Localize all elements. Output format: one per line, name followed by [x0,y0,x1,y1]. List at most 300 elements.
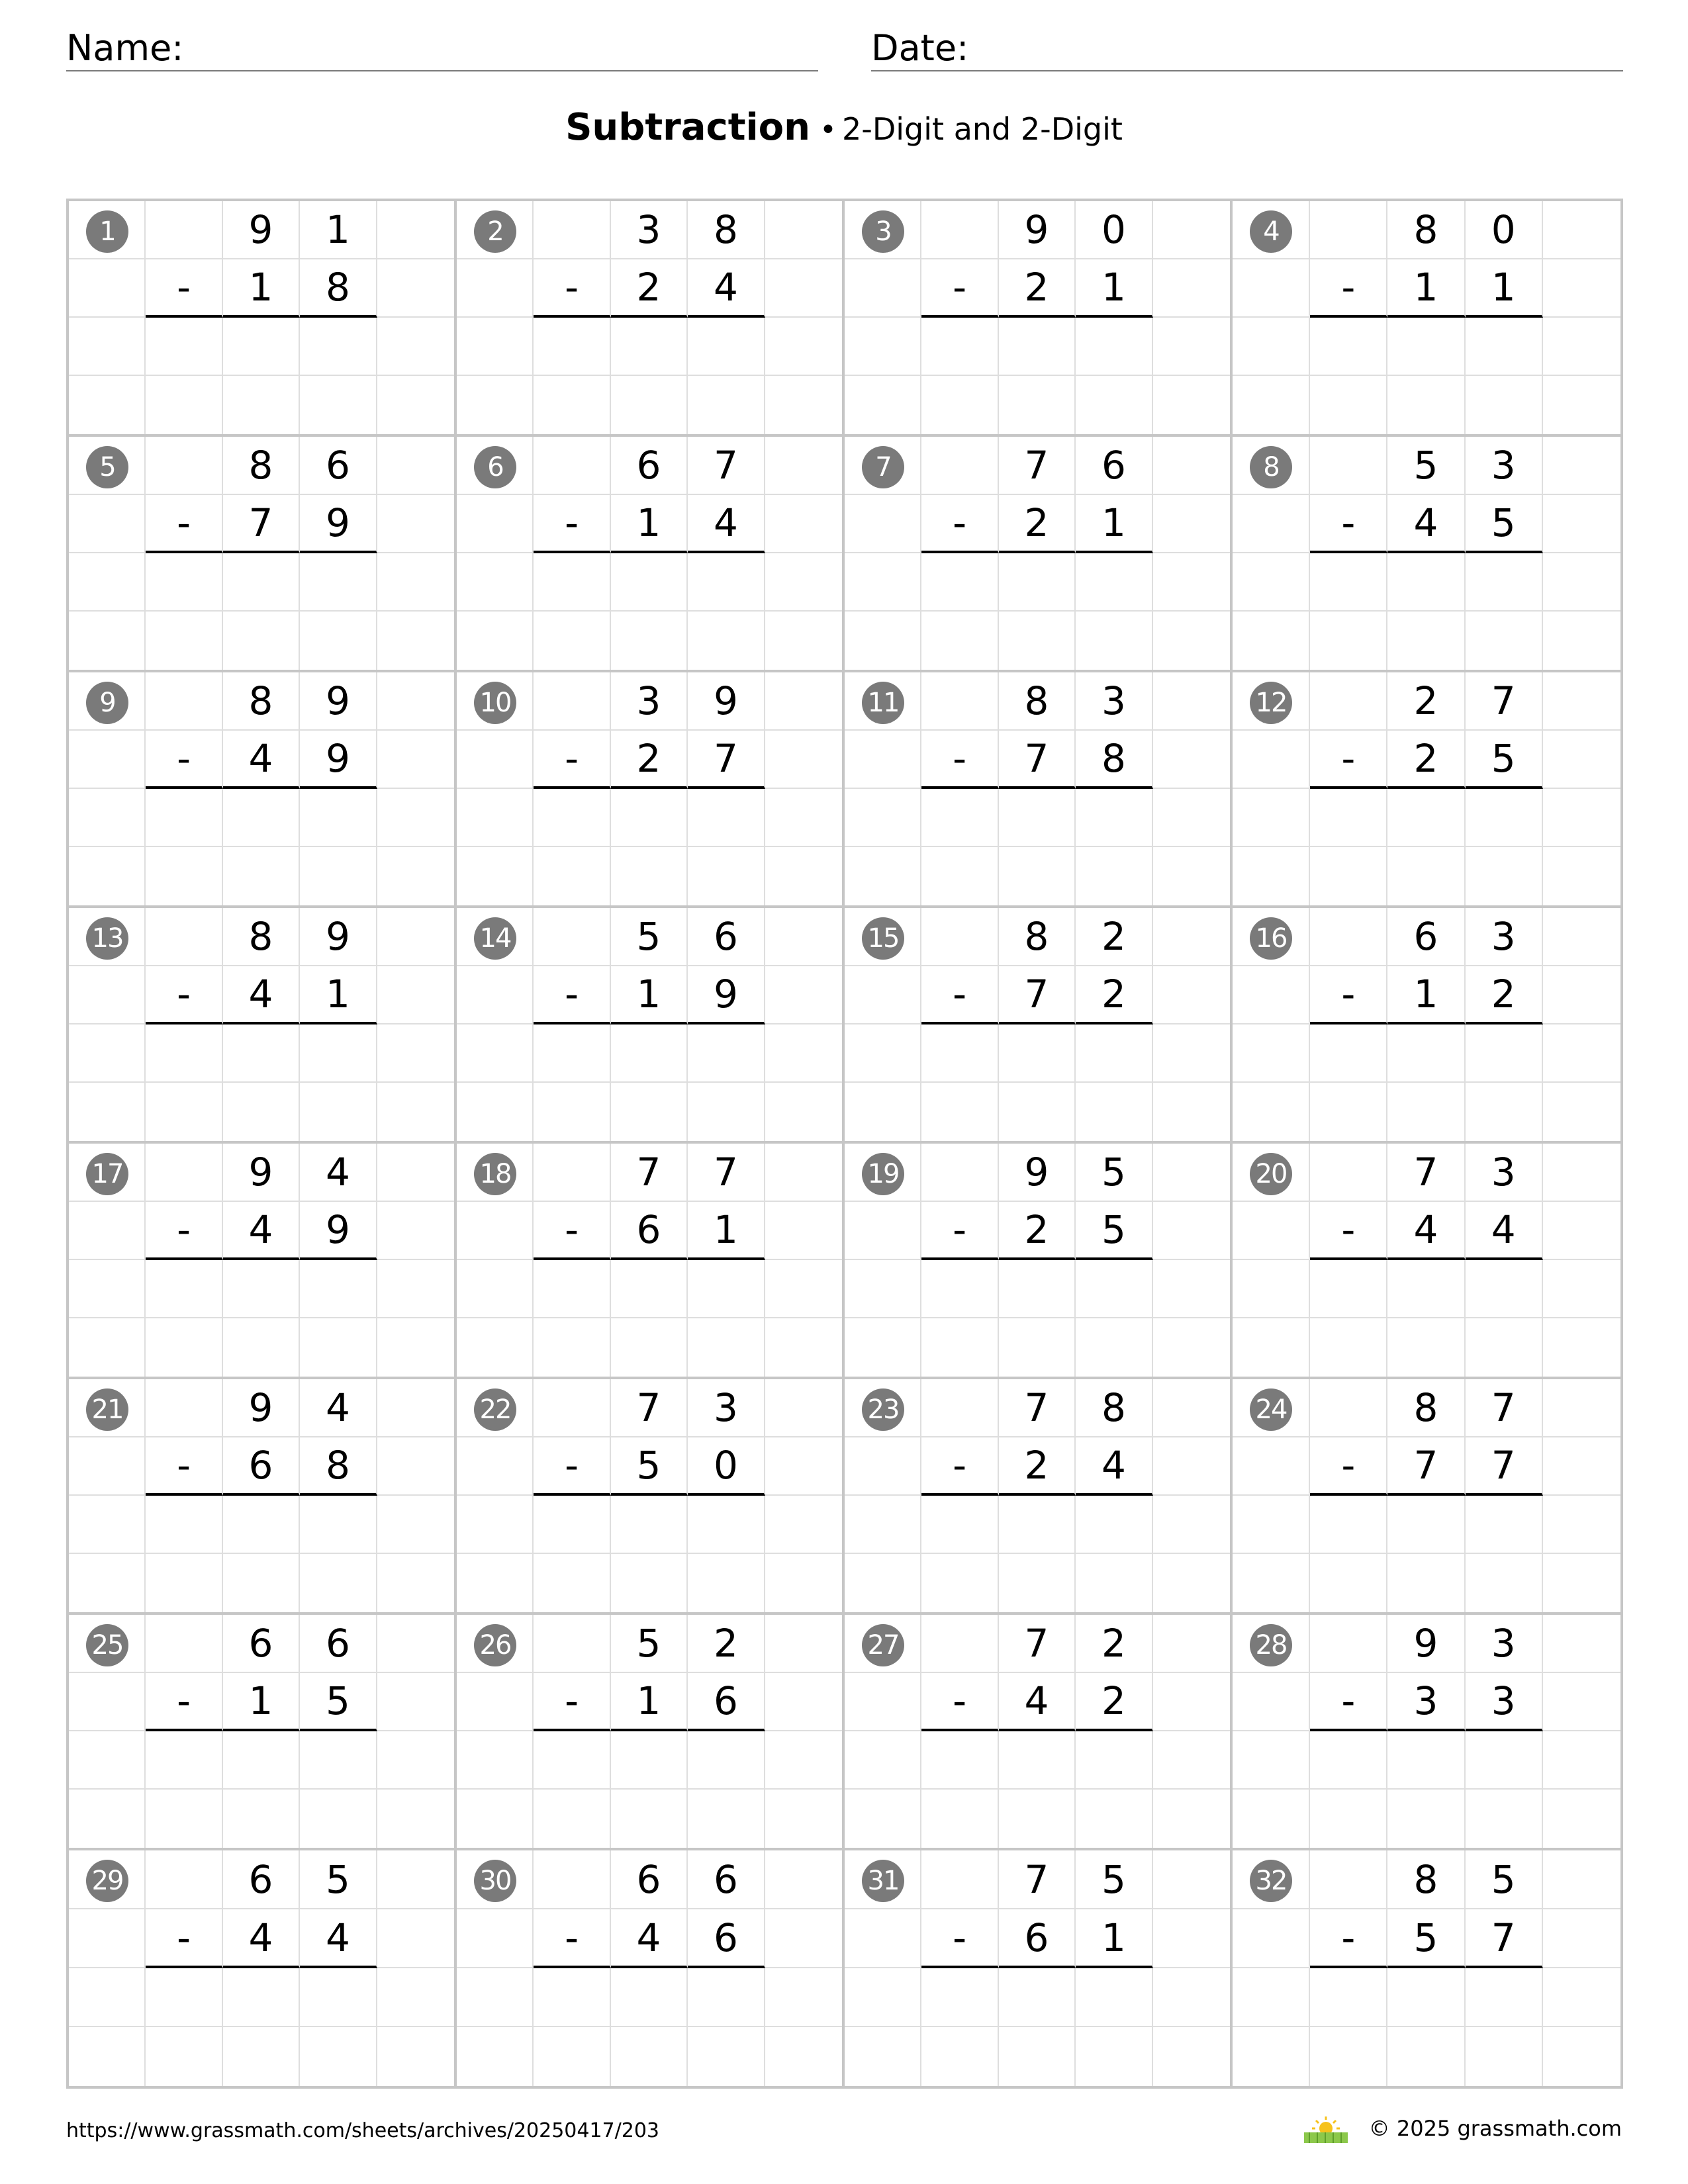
problem-11 [845,672,1233,908]
answer-cell[interactable] [999,1496,1076,1554]
answer-cell[interactable] [1076,1790,1152,1848]
grid-cell [1543,789,1620,847]
answer-cell[interactable] [1310,1083,1387,1141]
answer-cell[interactable] [1387,553,1465,612]
answer-cell[interactable] [688,1731,765,1790]
problem-8 [1233,437,1620,672]
answer-cell[interactable] [611,553,688,612]
answer-cell[interactable] [146,1496,222,1554]
answer-cell[interactable] [1310,1024,1387,1083]
answer-cell[interactable] [1466,847,1543,905]
answer-cell[interactable] [300,1790,377,1848]
subtrahend-tens: 5 [1387,1909,1465,1968]
subtrahend-ones: 9 [300,495,377,553]
answer-cell[interactable] [1076,847,1152,905]
answer-cell[interactable] [999,2027,1076,2086]
grid-cell [1233,1496,1310,1554]
answer-cell[interactable] [1076,1731,1152,1790]
answer-cell[interactable] [223,1731,300,1790]
answer-cell[interactable] [1310,376,1387,434]
answer-cell[interactable] [534,1083,610,1141]
answer-cell[interactable] [1310,553,1387,612]
answer-cell[interactable] [1387,2027,1465,2086]
answer-cell[interactable] [1466,612,1543,670]
answer-cell[interactable] [921,318,998,376]
minuend-tens: 9 [223,201,300,259]
answer-cell[interactable] [1387,1554,1465,1612]
grid-cell [377,495,454,553]
answer-cell[interactable] [146,1731,222,1790]
minus-sign: - [534,1437,610,1496]
answer-cell[interactable] [223,1496,300,1554]
answer-cell[interactable] [1466,1968,1543,2027]
answer-cell[interactable] [1387,318,1465,376]
grid-cell [765,495,842,553]
answer-cell[interactable] [146,376,222,434]
answer-cell[interactable] [146,789,222,847]
answer-cell[interactable] [1466,1731,1543,1790]
answer-cell[interactable] [688,1790,765,1848]
subtrahend-ones: 0 [688,1437,765,1496]
answer-cell[interactable] [1076,1968,1152,2027]
answer-cell[interactable] [611,1790,688,1848]
answer-cell[interactable] [1387,847,1465,905]
grid-cell [69,2027,146,2086]
grid-cell [1233,1909,1310,1968]
answer-cell[interactable] [1466,1790,1543,1848]
minuend-ones: 3 [1466,1615,1543,1673]
answer-cell[interactable] [146,1083,222,1141]
answer-cell[interactable] [1310,847,1387,905]
answer-cell[interactable] [921,1968,998,2027]
grid-cell [921,1615,998,1673]
minuend-ones: 9 [300,672,377,731]
grid-cell [377,847,454,905]
grid-cell [377,1968,454,2027]
subtrahend-ones: 5 [300,1673,377,1731]
answer-cell[interactable] [1387,1083,1465,1141]
answer-cell[interactable] [300,612,377,670]
minuend-ones: 3 [1466,1144,1543,1202]
answer-cell[interactable] [1310,318,1387,376]
answer-cell[interactable] [1310,2027,1387,2086]
answer-cell[interactable] [146,1554,222,1612]
answer-cell[interactable] [1387,789,1465,847]
answer-cell[interactable] [1466,1496,1543,1554]
answer-cell[interactable] [1466,1024,1543,1083]
answer-cell[interactable] [300,1554,377,1612]
answer-cell[interactable] [688,376,765,434]
answer-cell[interactable] [534,1968,610,2027]
grid-cell [457,966,534,1024]
minuend-ones: 3 [1466,908,1543,966]
grid-cell [1233,2027,1310,2086]
answer-cell[interactable] [223,1024,300,1083]
answer-cell[interactable] [999,847,1076,905]
grid-cell [1543,259,1620,318]
answer-cell[interactable] [999,1554,1076,1612]
answer-cell[interactable] [534,847,610,905]
answer-cell[interactable] [688,1554,765,1612]
answer-cell[interactable] [300,847,377,905]
answer-cell[interactable] [921,2027,998,2086]
answer-cell[interactable] [921,1496,998,1554]
answer-cell[interactable] [223,1318,300,1377]
answer-cell[interactable] [1310,612,1387,670]
answer-cell[interactable] [999,1731,1076,1790]
grid-cell [1233,731,1310,789]
answer-cell[interactable] [1076,1083,1152,1141]
grid-cell [377,1202,454,1260]
subtrahend-tens: 4 [223,1909,300,1968]
subtrahend-ones: 5 [1466,731,1543,789]
answer-cell[interactable] [1076,1260,1152,1318]
answer-cell[interactable] [999,612,1076,670]
answer-cell[interactable] [688,1496,765,1554]
answer-cell[interactable] [534,789,610,847]
answer-cell[interactable] [688,612,765,670]
answer-cell[interactable] [146,612,222,670]
minuend-ones: 9 [688,672,765,731]
minuend-ones: 5 [300,1850,377,1909]
grid-cell [1543,1144,1620,1202]
answer-cell[interactable] [300,789,377,847]
answer-cell[interactable] [1076,1318,1152,1377]
answer-cell[interactable] [534,1554,610,1612]
grid-cell [377,1790,454,1848]
minus-sign: - [534,1909,610,1968]
answer-cell[interactable] [223,553,300,612]
answer-cell[interactable] [300,2027,377,2086]
answer-cell[interactable] [688,789,765,847]
subtrahend-ones: 5 [1076,1202,1152,1260]
answer-cell[interactable] [1310,1731,1387,1790]
answer-cell[interactable] [534,612,610,670]
answer-cell[interactable] [223,318,300,376]
minuend-tens: 5 [1387,437,1465,495]
answer-cell[interactable] [146,553,222,612]
minuend-ones: 4 [300,1379,377,1437]
answer-cell[interactable] [1466,376,1543,434]
problem-7 [845,437,1233,672]
answer-cell[interactable] [1076,612,1152,670]
grid-cell [765,201,842,259]
problem-22 [457,1379,845,1615]
answer-cell[interactable] [146,318,222,376]
answer-cell[interactable] [1310,1968,1387,2027]
answer-cell[interactable] [1387,1496,1465,1554]
problem-3 [845,201,1233,437]
problem-number-badge: 28 [1250,1624,1292,1666]
minuend-tens: 7 [611,1379,688,1437]
answer-cell[interactable] [611,1968,688,2027]
answer-cell[interactable] [534,376,610,434]
minuend-tens: 9 [223,1144,300,1202]
grid-cell [1153,1731,1230,1790]
grid-cell [377,553,454,612]
answer-cell[interactable] [534,1496,610,1554]
minuend-tens: 7 [999,1615,1076,1673]
grid-cell [1233,1083,1310,1141]
answer-cell[interactable] [223,2027,300,2086]
name-field[interactable] [66,25,818,71]
answer-cell[interactable] [611,612,688,670]
answer-cell[interactable] [921,1554,998,1612]
grid-cell [457,731,534,789]
answer-cell[interactable] [223,1260,300,1318]
answer-cell[interactable] [1076,1024,1152,1083]
answer-cell[interactable] [611,376,688,434]
answer-cell[interactable] [999,318,1076,376]
answer-cell[interactable] [1466,318,1543,376]
answer-cell[interactable] [1466,1318,1543,1377]
answer-cell[interactable] [300,1731,377,1790]
minuend-ones: 6 [688,908,765,966]
answer-cell[interactable] [688,318,765,376]
answer-cell[interactable] [999,1024,1076,1083]
date-field[interactable] [871,25,1623,71]
answer-cell[interactable] [688,847,765,905]
grid-cell [457,1024,534,1083]
answer-cell[interactable] [1387,1790,1465,1848]
answer-cell[interactable] [688,1318,765,1377]
answer-cell[interactable] [223,847,300,905]
grid-cell [377,1731,454,1790]
answer-cell[interactable] [534,1260,610,1318]
answer-cell[interactable] [921,1024,998,1083]
problem-17 [69,1144,457,1379]
grid-cell [69,612,146,670]
subtrahend-ones: 7 [1466,1909,1543,1968]
answer-cell[interactable] [999,376,1076,434]
answer-cell[interactable] [146,1968,222,2027]
answer-cell[interactable] [999,553,1076,612]
minuend-ones: 8 [688,201,765,259]
answer-cell[interactable] [223,376,300,434]
minus-sign: - [1310,1202,1387,1260]
answer-cell[interactable] [146,1024,222,1083]
answer-cell[interactable] [1310,789,1387,847]
answer-cell[interactable] [534,2027,610,2086]
answer-cell[interactable] [611,2027,688,2086]
answer-cell[interactable] [1076,1496,1152,1554]
grid-cell [69,1083,146,1141]
answer-cell[interactable] [1310,1554,1387,1612]
grid-cell [457,318,534,376]
answer-cell[interactable] [611,789,688,847]
answer-cell[interactable] [534,553,610,612]
answer-cell[interactable] [223,1554,300,1612]
minuend-ones: 7 [1466,672,1543,731]
answer-cell[interactable] [1466,1554,1543,1612]
answer-cell[interactable] [300,1496,377,1554]
answer-cell[interactable] [688,1083,765,1141]
answer-cell[interactable] [300,1318,377,1377]
grid-cell [1543,376,1620,434]
grid-cell [457,847,534,905]
grid-cell [1153,259,1230,318]
answer-cell[interactable] [1466,789,1543,847]
subtrahend-ones: 4 [688,495,765,553]
answer-cell[interactable] [300,1968,377,2027]
answer-cell[interactable] [999,1260,1076,1318]
answer-cell[interactable] [146,1318,222,1377]
answer-cell[interactable] [146,1260,222,1318]
grid-cell [1153,1968,1230,2027]
answer-cell[interactable] [300,1024,377,1083]
answer-cell[interactable] [921,1260,998,1318]
answer-cell[interactable] [1076,376,1152,434]
minus-sign: - [534,966,610,1024]
answer-cell[interactable] [1310,1318,1387,1377]
problem-number-badge: 30 [474,1860,516,1902]
grid-cell [1153,1554,1230,1612]
answer-cell[interactable] [1466,1260,1543,1318]
answer-cell[interactable] [688,2027,765,2086]
answer-cell[interactable] [534,1731,610,1790]
answer-cell[interactable] [300,318,377,376]
answer-cell[interactable] [611,1318,688,1377]
answer-cell[interactable] [1466,2027,1543,2086]
problem-number-badge: 8 [1250,446,1292,488]
answer-cell[interactable] [611,1554,688,1612]
answer-cell[interactable] [921,789,998,847]
grid-cell [765,1202,842,1260]
grid-cell [534,1615,610,1673]
subtrahend-ones: 6 [688,1909,765,1968]
problem-28 [1233,1615,1620,1850]
grid-cell [921,437,998,495]
answer-cell[interactable] [1387,1260,1465,1318]
grid-cell [765,1496,842,1554]
answer-cell[interactable] [534,1318,610,1377]
grid-cell [765,1260,842,1318]
answer-cell[interactable] [1310,1260,1387,1318]
problem-number-badge: 29 [86,1860,128,1902]
answer-cell[interactable] [921,1790,998,1848]
grid-cell [1153,789,1230,847]
footer-url: https://www.grassmath.com/sheets/archives/20250417/203 [66,2119,660,2142]
answer-cell[interactable] [1310,1790,1387,1848]
answer-cell[interactable] [1466,1083,1543,1141]
answer-cell[interactable] [921,1083,998,1141]
answer-cell[interactable] [611,1260,688,1318]
answer-cell[interactable] [999,789,1076,847]
grid-cell [765,1968,842,2027]
grid-cell [845,1554,921,1612]
answer-cell[interactable] [688,1260,765,1318]
answer-cell[interactable] [1387,1318,1465,1377]
answer-cell[interactable] [921,1731,998,1790]
minuend-ones: 3 [688,1379,765,1437]
answer-cell[interactable] [223,1790,300,1848]
answer-cell[interactable] [611,318,688,376]
answer-cell[interactable] [1076,553,1152,612]
answer-cell[interactable] [688,1024,765,1083]
answer-cell[interactable] [1387,1731,1465,1790]
answer-cell[interactable] [534,1790,610,1848]
grid-cell [377,437,454,495]
answer-cell[interactable] [1076,789,1152,847]
answer-cell[interactable] [1076,1554,1152,1612]
answer-cell[interactable] [534,318,610,376]
minus-sign: - [534,1202,610,1260]
grid-cell [457,1083,534,1141]
grid-cell [765,1437,842,1496]
answer-cell[interactable] [1387,1968,1465,2027]
grid-cell [146,201,222,259]
grid-cell [1153,1437,1230,1496]
minus-sign: - [921,495,998,553]
answer-cell[interactable] [921,1318,998,1377]
answer-cell[interactable] [611,847,688,905]
answer-cell[interactable] [1466,553,1543,612]
answer-cell[interactable] [1387,376,1465,434]
answer-cell[interactable] [688,553,765,612]
answer-cell[interactable] [300,1083,377,1141]
answer-cell[interactable] [300,553,377,612]
answer-cell[interactable] [1076,2027,1152,2086]
grid-cell [534,1144,610,1202]
answer-cell[interactable] [1387,612,1465,670]
answer-cell[interactable] [921,553,998,612]
grid-cell [1233,1554,1310,1612]
grid-cell [1153,1909,1230,1968]
answer-cell[interactable] [611,1024,688,1083]
grid-cell [921,1144,998,1202]
answer-cell[interactable] [921,612,998,670]
answer-cell[interactable] [688,1968,765,2027]
answer-cell[interactable] [223,612,300,670]
problem-25 [69,1615,457,1850]
answer-cell[interactable] [300,1260,377,1318]
subtrahend-tens: 2 [611,259,688,318]
answer-cell[interactable] [921,376,998,434]
answer-cell[interactable] [300,376,377,434]
answer-cell[interactable] [534,1024,610,1083]
answer-cell[interactable] [146,2027,222,2086]
subtrahend-ones: 2 [1466,966,1543,1024]
answer-cell[interactable] [1310,1496,1387,1554]
answer-cell[interactable] [611,1083,688,1141]
grid-cell [69,1968,146,2027]
answer-cell[interactable] [999,1318,1076,1377]
minuend-tens: 6 [611,437,688,495]
answer-cell[interactable] [146,1790,222,1848]
answer-cell[interactable] [921,847,998,905]
answer-cell[interactable] [611,1731,688,1790]
answer-cell[interactable] [223,789,300,847]
problem-number-badge: 22 [474,1388,516,1431]
answer-cell[interactable] [999,1083,1076,1141]
answer-cell[interactable] [999,1968,1076,2027]
subtrahend-ones: 9 [300,731,377,789]
grid-cell [1543,437,1620,495]
problem-number-badge: 7 [862,446,904,488]
answer-cell[interactable] [1076,318,1152,376]
grid-cell [1543,1968,1620,2027]
answer-cell[interactable] [1387,1024,1465,1083]
minuend-ones: 7 [1466,1379,1543,1437]
answer-cell[interactable] [146,847,222,905]
answer-cell[interactable] [223,1968,300,2027]
answer-cell[interactable] [999,1790,1076,1848]
answer-cell[interactable] [223,1083,300,1141]
problem-number-badge: 19 [862,1153,904,1195]
answer-cell[interactable] [611,1496,688,1554]
subtrahend-ones: 4 [300,1909,377,1968]
problem-number-badge: 16 [1250,917,1292,960]
